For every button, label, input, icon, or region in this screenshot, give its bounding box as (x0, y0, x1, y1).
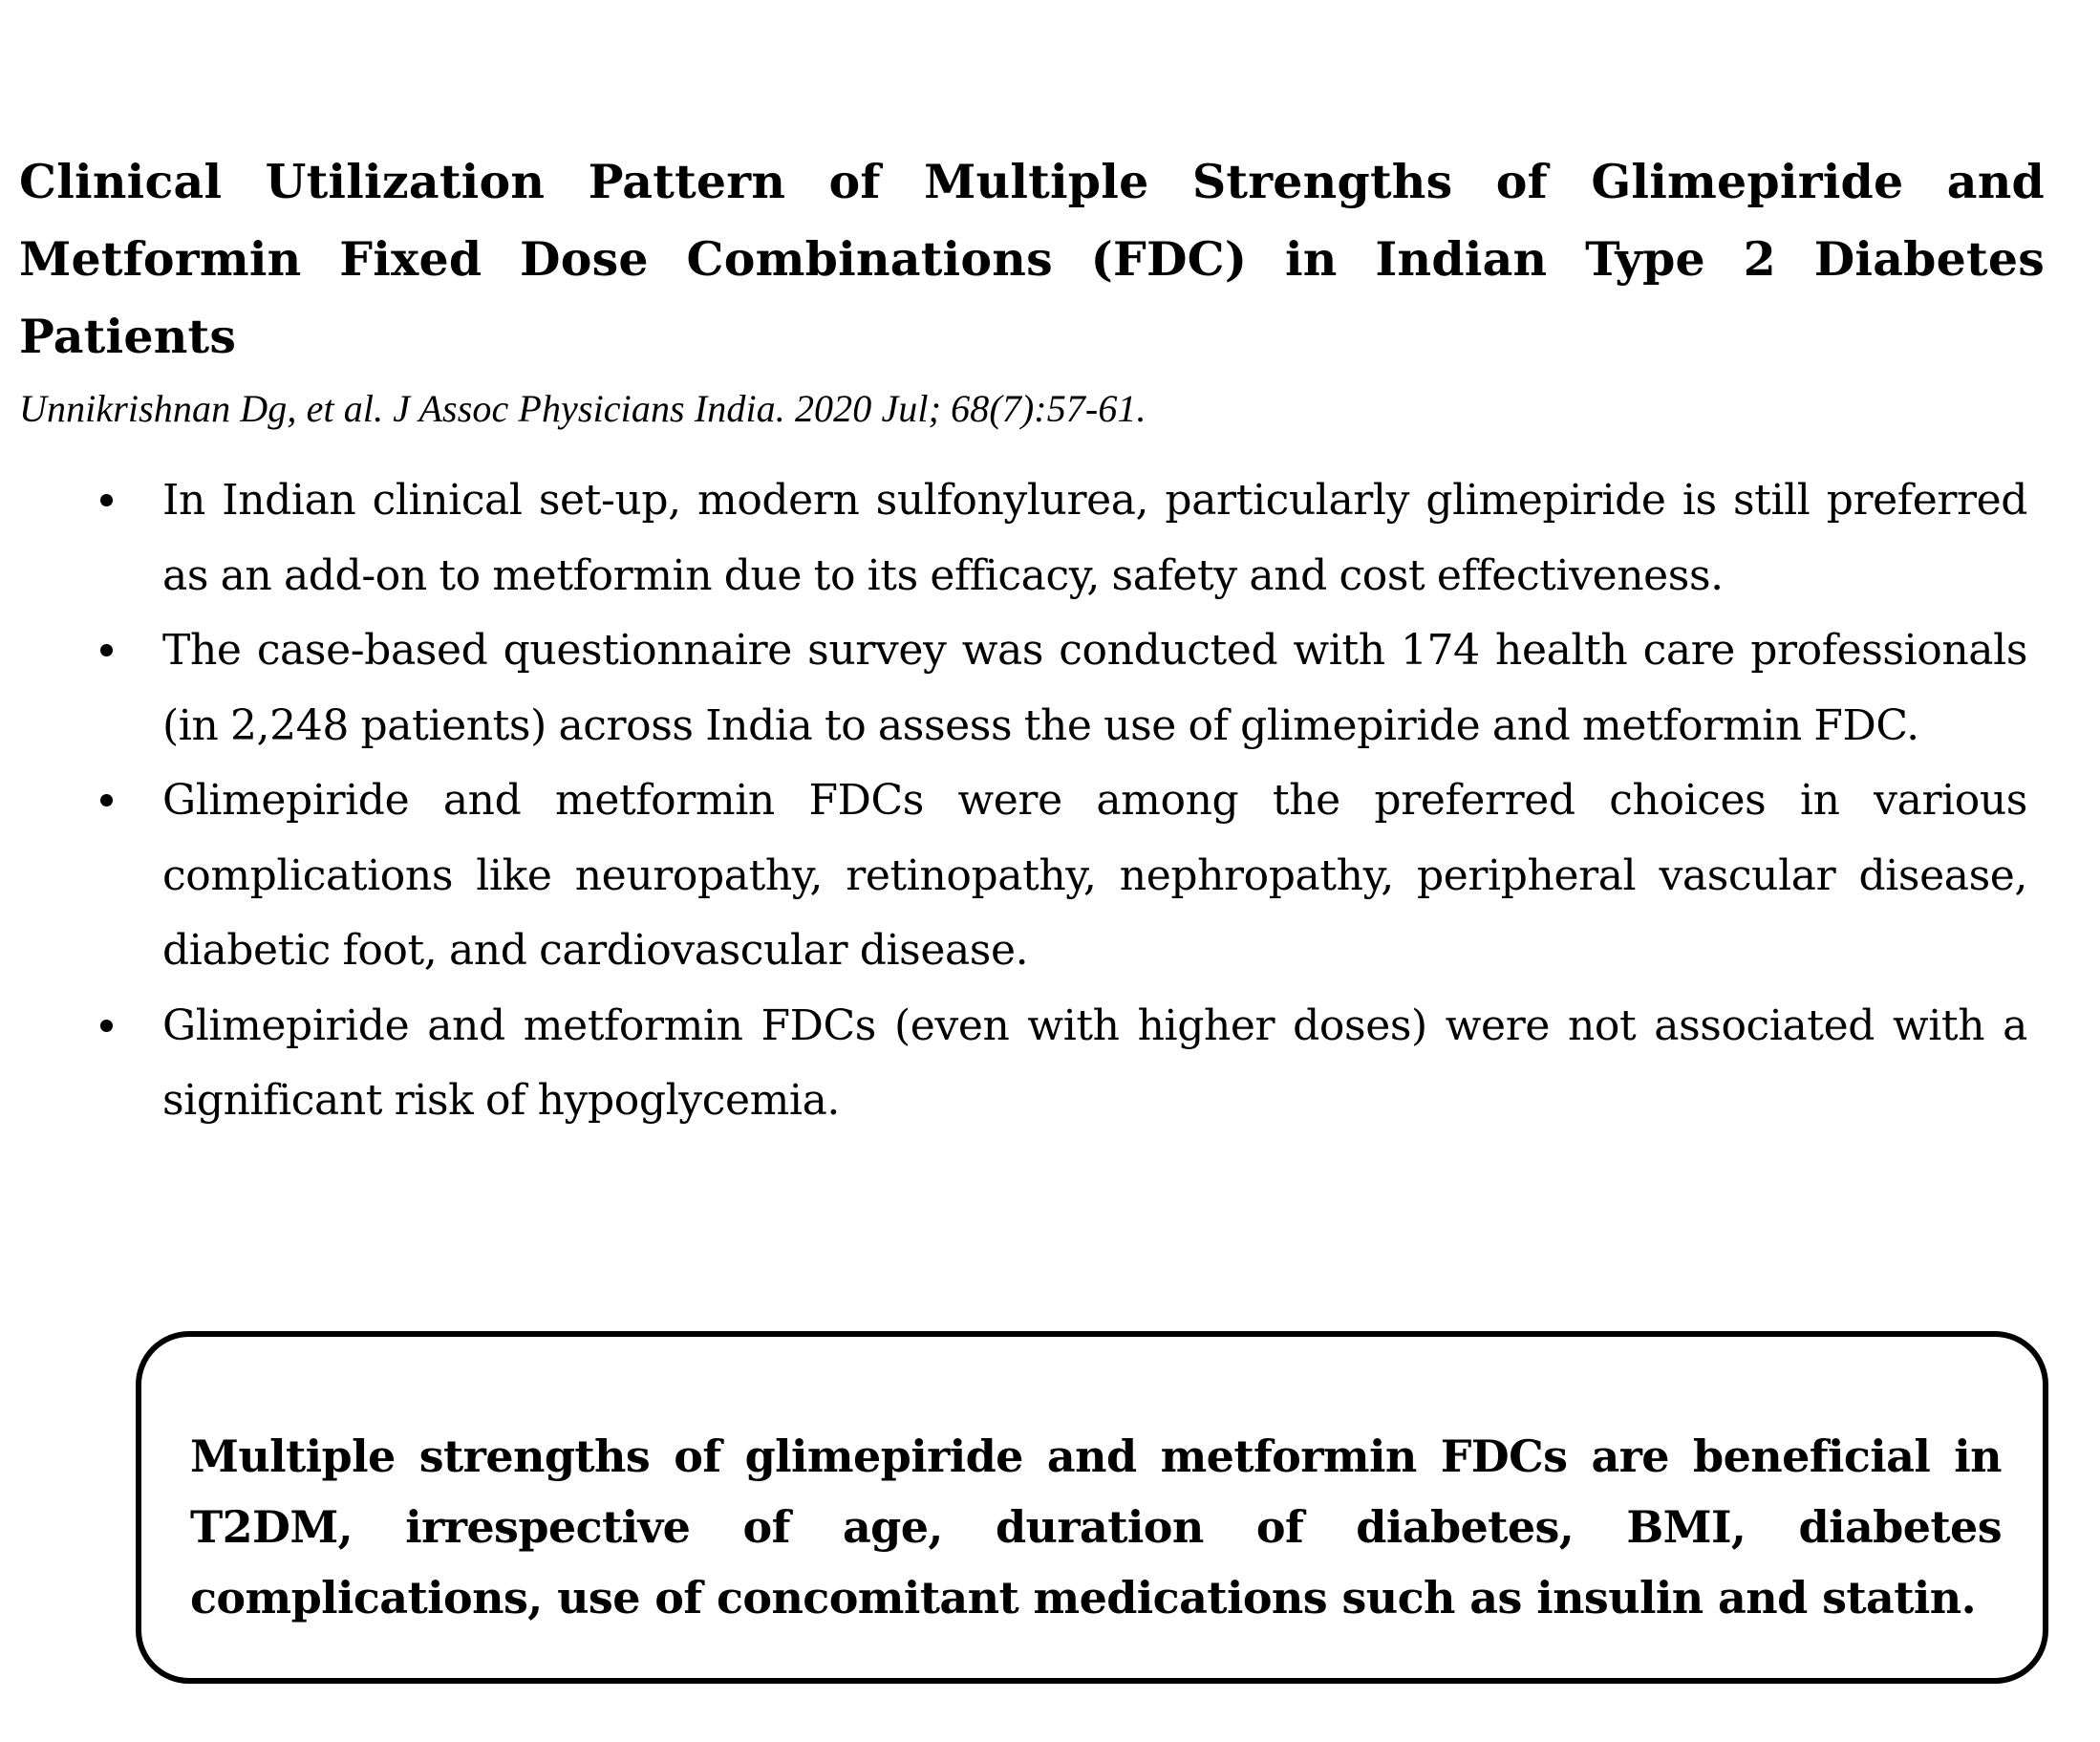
bullet-text: Glimepiride and metformin FDCs were among the preferred choices in various complications like neuropathy, retinopathy, nephropathy, peripheral vascular disease, diabetic foot, and cardiovascular disease. (162, 776, 2027, 975)
list-item (162, 613, 2027, 763)
bullet-icon (100, 644, 113, 656)
bullet-icon (100, 794, 113, 806)
article-citation: Unnikrishnan Dg, et al. J Assoc Physicians India. 2020 Jul; 68(7):57-61. (19, 387, 1146, 430)
bullet-text: The case-based questionnaire survey was conducted with 174 health care professionals (in 2,248 patients) across India to assess the use of glimepiride and metformin FDC. (162, 626, 2027, 750)
conclusion-callout-box (136, 1331, 2048, 1684)
conclusion-text: Multiple strengths of glimepiride and metformin FDCs are beneficial in T2DM, irrespective of age, duration of diabetes, BMI, diabetes complications, use of concomitant medications such as insulin and statin. (190, 1430, 2002, 1624)
article-title: Clinical Utilization Pattern of Multiple Strengths of Glimepiride and Metformin Fixed Dose Combinations (FDC) in Indian Type 2 Diabetes Patients (19, 154, 2045, 364)
list-item (162, 463, 2027, 613)
bullet-text: Glimepiride and metformin FDCs (even with higher doses) were not associated with a significant risk of hypoglycemia. (162, 1000, 2027, 1125)
list-item (162, 989, 2027, 1139)
bullet-icon (100, 494, 113, 506)
bullet-icon (100, 1020, 113, 1032)
key-findings-list (0, 463, 2100, 1139)
list-item (162, 763, 2027, 989)
bullet-text: In Indian clinical set-up, modern sulfonylurea, particularly glimepiride is still preferred as an add-on to metformin due to its efficacy, safety and cost effectiveness. (162, 476, 2027, 600)
